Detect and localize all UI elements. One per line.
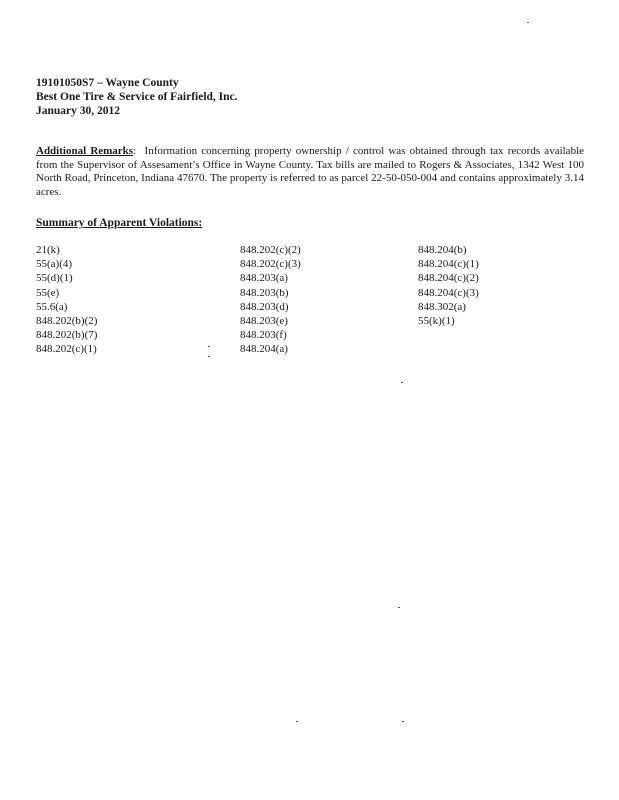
violation-item: 21(k) (36, 244, 60, 256)
violation-item: 848.302(a) (418, 300, 466, 313)
violation-item: 55(e) (36, 286, 60, 299)
violation-item: 55(k)(1) (418, 315, 455, 328)
document-header (36, 76, 238, 118)
scan-speck (208, 346, 210, 347)
violation-item: 848.203(d) (240, 300, 289, 313)
remarks-colon: : (133, 145, 145, 157)
scan-speck (527, 22, 529, 23)
violation-item: 848.202(c)(3) (240, 258, 301, 271)
violation-item: 848.202(b)(7) (36, 329, 98, 342)
scan-speck (296, 721, 298, 722)
facility-name: Best One Tire & Service of Fairfield, Inc. (36, 91, 238, 103)
violation-item: 848.202(b)(2) (36, 315, 98, 328)
violations-column-2 (240, 243, 301, 357)
scan-speck (402, 721, 404, 722)
scan-speck (398, 607, 400, 608)
remarks-label: Additional Remarks (36, 145, 134, 157)
remarks-text: Information concerning property ownership / control was obtained through tax records available from the Supervisor of Assesament’s Office in Wayne County. Tax bills are mailed to Rogers & Associates, 1342 West 100 North Road, Princeton, Indiana 47670. The property is referred to as parcel 22-50-050-004 and contains approximately 3.14 acres. (36, 145, 585, 198)
summary-title: Summary of Apparent Violations: (36, 217, 203, 229)
document-date: January 30, 2012 (36, 105, 121, 117)
violations-column-3 (418, 243, 479, 328)
violations-column-1 (36, 243, 97, 357)
violation-item: 55(a)(4) (36, 258, 73, 271)
violation-item: 55(d)(1) (36, 272, 73, 285)
violation-item: 848.203(b) (240, 286, 289, 299)
scan-speck (208, 356, 210, 357)
additional-remarks (36, 145, 584, 199)
scan-speck (401, 382, 403, 383)
violation-item: 848.204(c)(2) (418, 272, 479, 285)
violation-item: 848.202(c)(2) (240, 244, 301, 256)
violation-item: 848.204(c)(3) (418, 286, 479, 299)
violation-item: 848.204(a) (240, 343, 288, 356)
violation-item: 848.203(e) (240, 315, 288, 328)
violation-item: 848.203(f) (240, 329, 287, 342)
violation-item: 848.203(a) (240, 272, 288, 285)
case-line: 19101050S7 – Wayne County (36, 77, 179, 89)
violation-item: 848.204(b) (418, 244, 467, 256)
violation-item: 848.204(c)(1) (418, 258, 479, 271)
violation-item: 55.6(a) (36, 300, 68, 313)
violation-item: 848.202(c)(1) (36, 343, 97, 356)
